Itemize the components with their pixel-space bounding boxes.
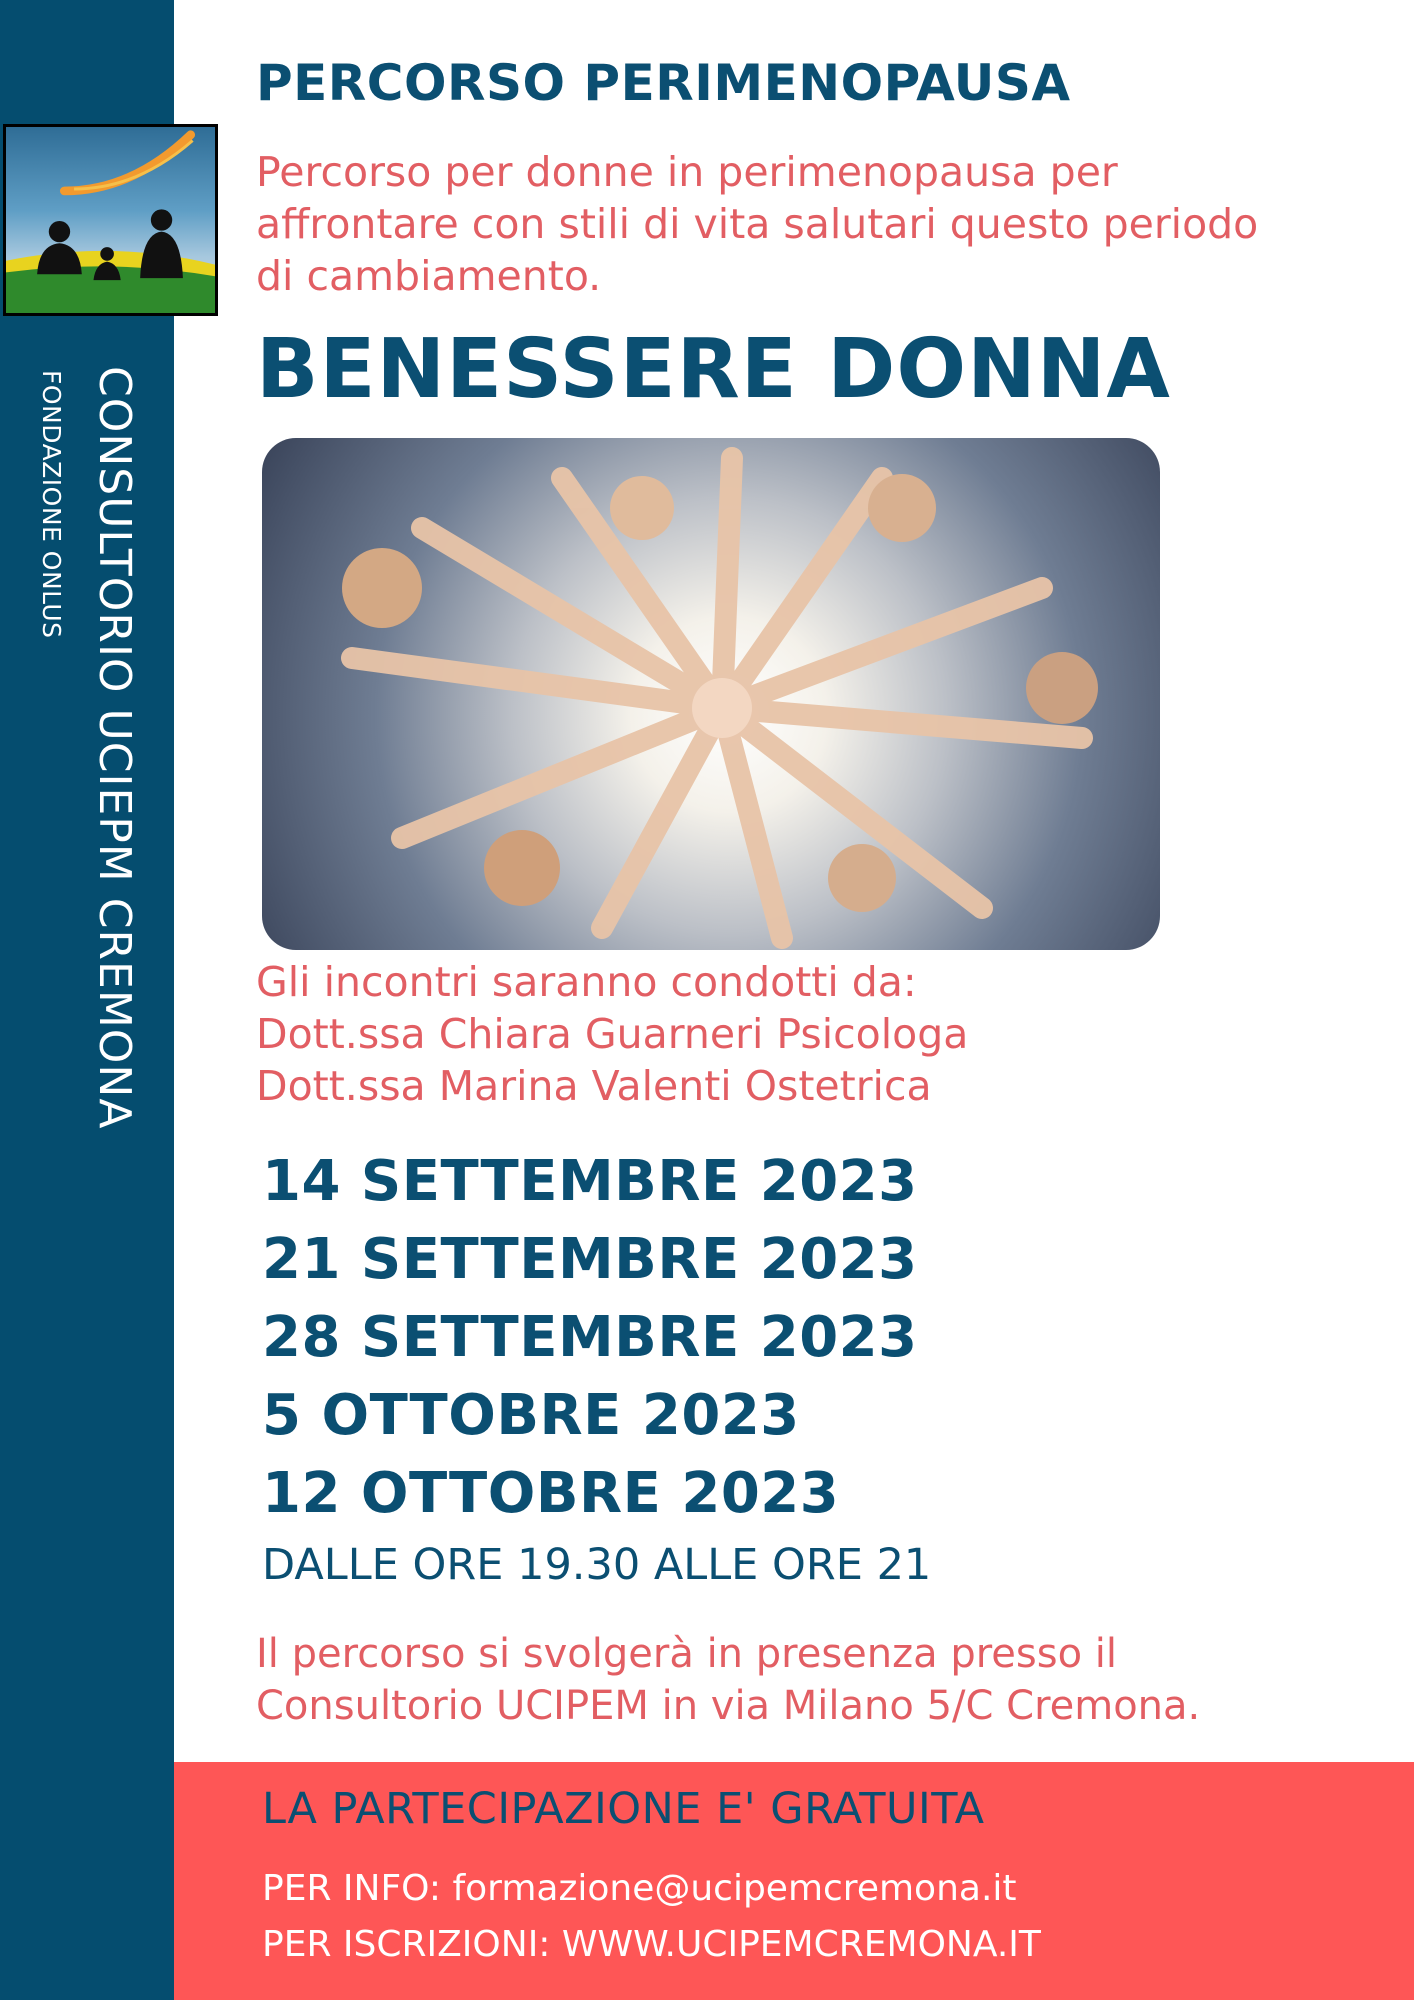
signup-label: PER ISCRIZIONI: — [262, 1924, 562, 1965]
conductors-block — [256, 956, 968, 1112]
date-item: 12 OTTOBRE 2023 — [262, 1461, 840, 1526]
location-line: Consultorio UCIPEM in via Milano 5/C Cremona. — [256, 1683, 1201, 1729]
organization-subtitle: FONDAZIONE ONLUS — [37, 370, 66, 639]
info-line — [262, 1868, 1017, 1909]
organization-name: CONSULTORIO UCIEPM CREMONA — [89, 366, 140, 1130]
page-title: BENESSERE DONNA — [256, 322, 1171, 417]
location-line: Il percorso si svolgerà in presenza presso il — [256, 1631, 1117, 1677]
info-label: PER INFO: — [262, 1868, 453, 1909]
free-participation: LA PARTECIPAZIONE E' GRATUITA — [262, 1784, 985, 1834]
conductor-midwife: Dott.ssa Marina Valenti Ostetrica — [256, 1062, 932, 1110]
conductors-intro: Gli incontri saranno condotti da: — [256, 958, 917, 1006]
signup-line — [262, 1924, 1041, 1965]
info-email-link[interactable]: formazione@ucipemcremona.it — [452, 1868, 1017, 1909]
signup-url-link[interactable]: WWW.UCIPEMCREMONA.IT — [561, 1924, 1041, 1965]
location-block — [256, 1628, 1376, 1732]
program-intro: Percorso per donne in perimenopausa per affrontare con stili di vita salutari questo periodo di cambiamento. — [256, 148, 1259, 300]
date-item: 21 SETTEMBRE 2023 — [262, 1227, 918, 1292]
footer-banner — [174, 1762, 1414, 2000]
dates-list — [262, 1143, 918, 1533]
schedule-hours: DALLE ORE 19.30 ALLE ORE 21 — [262, 1540, 932, 1590]
date-item: 14 SETTEMBRE 2023 — [262, 1149, 918, 1214]
date-item: 5 OTTOBRE 2023 — [262, 1383, 800, 1448]
family-silhouette-logo-icon — [3, 124, 218, 316]
conductor-psychologist: Dott.ssa Chiara Guarneri Psicologa — [256, 1010, 969, 1058]
women-circle-photo — [262, 438, 1160, 950]
program-kicker: PERCORSO PERIMENOPAUSA — [256, 54, 1071, 112]
date-item: 28 SETTEMBRE 2023 — [262, 1305, 918, 1370]
